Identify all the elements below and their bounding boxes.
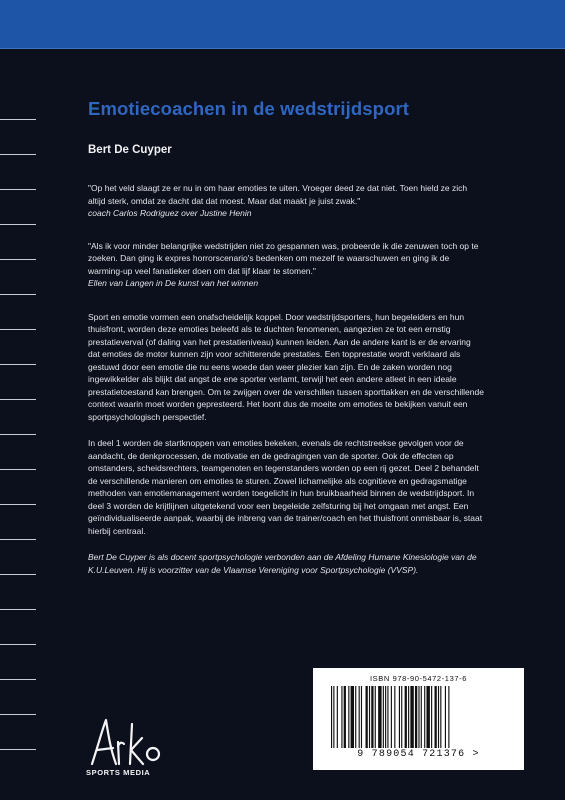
margin-rule: [0, 434, 36, 435]
margin-rule: [0, 574, 36, 575]
margin-rule: [0, 119, 36, 120]
quote-attribution: Ellen van Langen in De kunst van het winnen: [88, 278, 259, 288]
barcode-bar: [382, 686, 383, 748]
barcode-bar: [358, 686, 359, 748]
margin-rule: [0, 679, 36, 680]
margin-rule: [0, 749, 36, 750]
barcode-bar: [444, 686, 445, 748]
margin-rule: [0, 154, 36, 155]
barcode-bar: [355, 686, 356, 748]
margin-rule: [0, 259, 36, 260]
barcode-bars: [329, 686, 509, 748]
barcode-bar: [424, 686, 425, 748]
barcode-bar: [374, 686, 375, 748]
barcode-bar: [410, 686, 413, 748]
barcode-bar: [440, 686, 441, 748]
margin-rule: [0, 399, 36, 400]
barcode-bar: [437, 686, 438, 748]
barcode-bar: [420, 686, 421, 748]
margin-rule: [0, 329, 36, 330]
margin-rule: [0, 714, 36, 715]
barcode-bar: [350, 686, 353, 748]
margin-rule: [0, 224, 36, 225]
isbn-barcode: [313, 668, 524, 770]
quote-text: "Als ik voor minder belangrijke wedstrijden niet zo gespannen was, probeerde ik die zenuwen toch op te zoeken. Dan ging ik expres horrorscenario's bedenken om mezelf te waarschuwen en ging ik de warming-up veel fanatieker doen om dat lijf klaar te stomen.": [88, 240, 479, 276]
barcode-bar: [331, 686, 332, 748]
margin-rule: [0, 364, 36, 365]
barcode-bar: [401, 686, 402, 748]
barcode-bar: [431, 686, 432, 748]
quote-text: "Op het veld slaagt ze er nu in om haar emoties te uiten. Vroeger deed ze dat niet. Toen hield ze zich altijd sterk, omdat ze dacht dat dat moest. Maar dat maakt je juist zwak.": [88, 183, 468, 206]
barcode-bar: [368, 686, 369, 748]
book-title: Emotiecoachen in de wedstrijdsport: [88, 98, 410, 119]
barcode-bar: [390, 686, 391, 748]
barcode-bar: [348, 686, 349, 748]
body-paragraph: Sport en emotie vormen een onafscheidelijk koppel. Door wedstrijdsporters, hun begeleiders en hun thuisfront, worden deze emoties beleefd als te duchten fenomenen, aangezien ze tot een ernstig prestatieverval (of daling van het prestatieniveau) kunnen leiden. Aan de andere kant is er de ervaring dat emoties de motor kunnen zijn voor schitterende prestaties. Een topprestatie wordt verklaard als gestuwd door een emotie die nu eens woede dan weer plezier kan zijn. En de zaken worden nog ingewikkelder als blijkt dat angst de ene sporter verlamt, terwijl het een andere atleet in een ideale prestatietoestand kan brengen. Om te zwijgen over de verschillen tussen sporttakken en de verschillende context waarin moet worden gepresteerd. Het loont dus de moeite om emoties te bekijken vanuit een sportpsychologisch perspectief.: [88, 311, 484, 422]
body-paragraph: In deel 1 worden de startknoppen van emoties bekeken, evenals de rechtstreekse gevolgen voor de aandacht, de denkprocessen, de motivatie en de gedragingen van de sporter. Ook de effecten op omstanders, scheidsrechters, teamgenoten en tegenstanders worden op een rij gezet. Deel 2 behandelt de verschillende manieren om emoties te sturen. Zowel lichamelijke als cognitieve en gedragsmatige methoden van emotiemanagement worden toegelicht in hun bruikbaarheid binnen de wedstrijdsport. In deel 3 worden de krijtlijnen uitgetekend voor een begeleide zelfsturing bij het omgaan met angst. Een geïndividualiseerde aanpak, waarbij de inbreng van de trainer/coach en het thuisfront onmisbaar is, staat hierbij centraal.: [88, 438, 483, 536]
barcode-bar: [394, 686, 395, 748]
barcode-bar: [333, 686, 334, 748]
barcode-bar: [398, 686, 399, 748]
barcode-bar: [434, 686, 436, 748]
margin-rule: [0, 644, 36, 645]
quote-block: [88, 240, 484, 290]
barcode-bar: [387, 686, 388, 748]
quote-attribution: coach Carlos Rodriguez over Justine Henin: [88, 208, 252, 218]
book-author: Bert De Cuyper: [88, 144, 172, 156]
barcode-bar: [385, 686, 386, 748]
barcode-bar: [341, 686, 342, 748]
barcode-bar: [378, 686, 381, 748]
barcode-bar: [414, 686, 416, 748]
margin-rule: [0, 189, 36, 190]
margin-rule: [0, 504, 36, 505]
author-bio: Bert De Cuyper is als docent sportpsychologie verbonden aan de Afdeling Humane Kinesiologie van de K.U.Leuven. Hij is voorzitter van de Vlaamse Vereniging voor Sportpsychologie (VVSP).: [88, 552, 477, 575]
quote-block: [88, 182, 484, 220]
barcode-bar: [336, 686, 337, 748]
barcode-bar: [418, 686, 419, 748]
barcode-bar: [365, 686, 367, 748]
margin-rule: [0, 609, 36, 610]
barcode-bar: [371, 686, 373, 748]
arko-script-logo: [92, 720, 159, 764]
margin-rule-lines: [0, 0, 42, 800]
ean-digits: 9 789054 721376 >: [357, 749, 480, 760]
barcode-bar: [426, 686, 429, 748]
margin-rule: [0, 294, 36, 295]
margin-rule: [0, 539, 36, 540]
isbn-label: ISBN 978-90-5472-137-6: [369, 674, 467, 683]
barcode-bar: [343, 686, 345, 748]
barcode-bar: [360, 686, 361, 748]
barcode-bar: [408, 686, 409, 748]
publisher-name: SPORTS MEDIA: [86, 768, 151, 777]
back-cover-content: [88, 98, 484, 576]
margin-rule: [0, 469, 36, 470]
barcode-bar: [404, 686, 406, 748]
top-color-band: [0, 0, 565, 49]
barcode-bar: [448, 686, 449, 748]
